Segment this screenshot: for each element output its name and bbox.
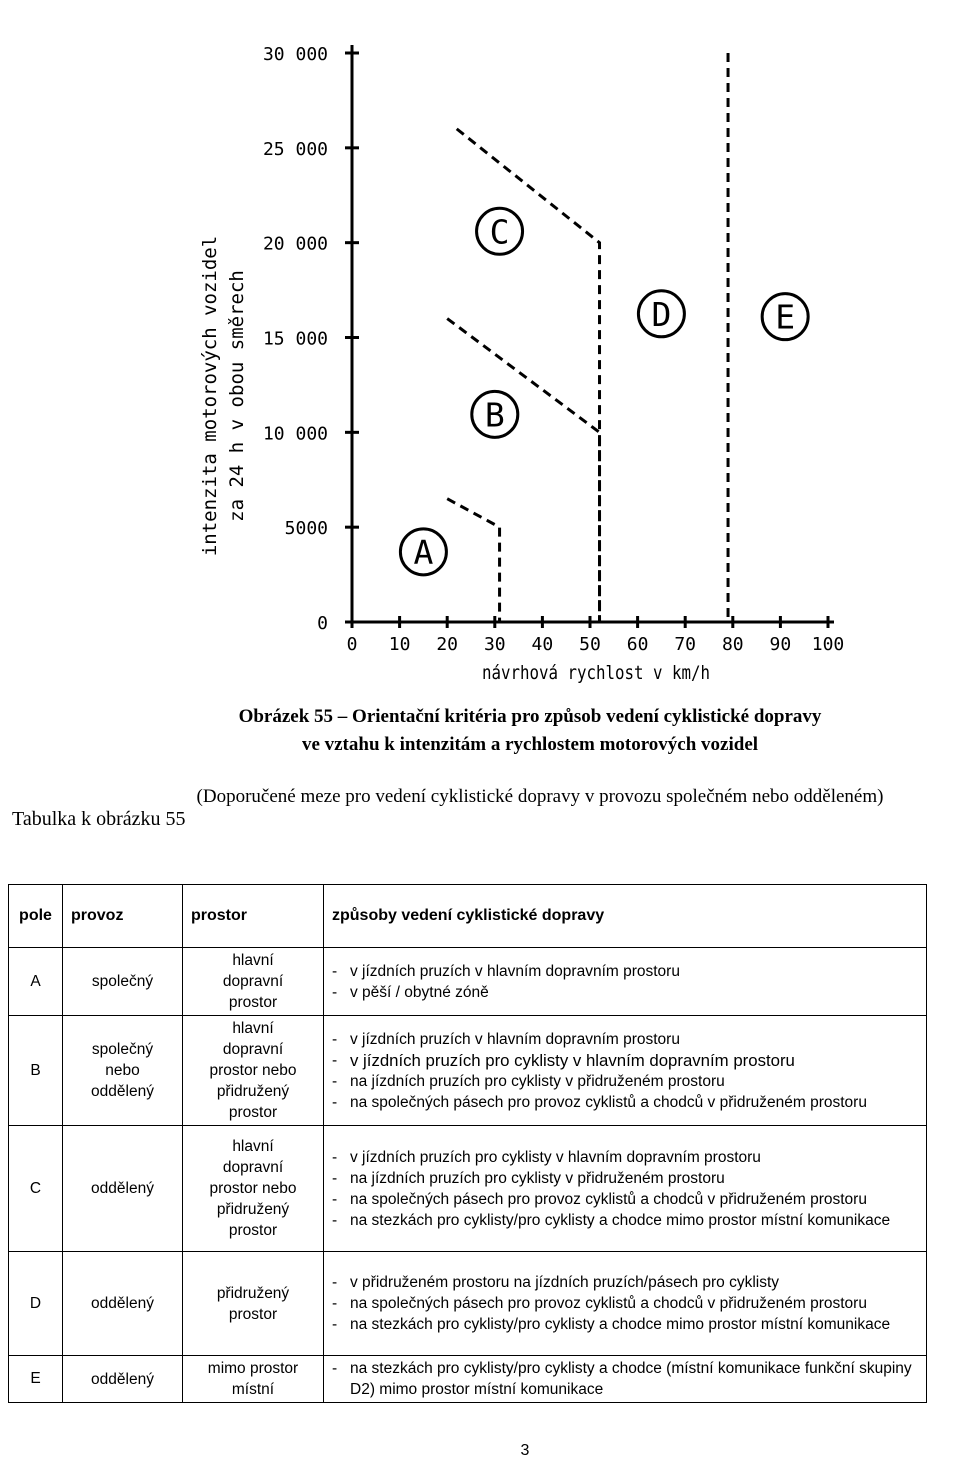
cell-pole: E	[9, 1356, 63, 1403]
table-row	[9, 1016, 927, 1126]
table-header-row	[9, 885, 927, 948]
list-item: - v přidruženém prostoru na jízdních pruzích/pásech pro cyklisty	[332, 1274, 780, 1291]
list-item: - v jízdních pruzích v hlavním dopravním prostoru	[332, 1030, 680, 1048]
x-tick-label: 60	[626, 634, 649, 655]
x-tick-label: 40	[531, 634, 554, 655]
cell-zpusoby	[324, 1252, 927, 1356]
cell-pole: D	[9, 1252, 63, 1356]
list-item: - na společných pásech pro provoz cyklistů a chodců v přidruženém prostoru	[332, 1190, 867, 1208]
table-row	[9, 1356, 927, 1403]
cell-provoz: společný	[63, 948, 183, 1016]
list-item: - na stezkách pro cyklisty/pro cyklisty a chodce (místní komunikace funkční skupiny D2) mimo prostor místní komunikace	[332, 1360, 912, 1398]
cell-zpusoby	[324, 948, 927, 1016]
cell-provoz: oddělený	[63, 1356, 183, 1403]
region-label: D	[651, 294, 672, 334]
x-tick-labels	[347, 634, 845, 655]
y-axis-label-line2: za 24 h v obou směrech	[226, 270, 248, 522]
cell-pole: C	[9, 1126, 63, 1252]
header-provoz: provoz	[63, 885, 183, 948]
cell-pole: B	[9, 1016, 63, 1126]
cell-zpusoby	[324, 1126, 927, 1252]
region-label: B	[484, 395, 505, 435]
list-item: - v jízdních pruzích pro cyklisty v hlavním dopravním prostoru	[332, 1050, 795, 1070]
list-item: - na stezkách pro cyklisty/pro cyklisty a chodce mimo prostor místní komunikace	[332, 1211, 891, 1229]
boundary-lines	[447, 53, 728, 622]
x-tick-label: 80	[721, 634, 744, 655]
x-tick-label: 90	[769, 634, 792, 655]
y-tick-label: 30 000	[262, 44, 328, 65]
x-axis-label: návrhová rychlost v km/h	[482, 662, 710, 684]
table-title: Tabulka k obrázku 55	[12, 808, 186, 830]
header-pole: pole	[9, 885, 63, 948]
list-item: - na jízdních pruzích pro cyklisty v přidruženém prostoru	[332, 1072, 725, 1090]
figure-caption-line1: Obrázek 55 – Orientační kritéria pro způsob vedení cyklistické dopravy	[238, 706, 822, 727]
table-row	[9, 1126, 927, 1252]
y-tick-labels	[263, 44, 328, 634]
y-tick-label: 10 000	[262, 423, 328, 445]
x-tick-label: 0	[346, 634, 358, 655]
cell-prostor: přidružený prostor	[183, 1252, 324, 1356]
cell-provoz: oddělený	[63, 1252, 183, 1356]
cell-zpusoby	[324, 1356, 927, 1403]
criteria-table	[8, 884, 927, 1403]
cell-provoz: oddělený	[63, 1126, 183, 1252]
cell-prostor: hlavní dopravní prostor nebo přidružený prostor	[183, 1016, 324, 1126]
header-prostor: prostor	[183, 885, 324, 948]
x-tick-label: 30	[483, 634, 506, 655]
cell-prostor: hlavní dopravní prostor nebo přidružený prostor	[183, 1126, 324, 1252]
list-item: - na stezkách pro cyklisty/pro cyklisty a chodce mimo prostor místní komunikace	[332, 1316, 891, 1333]
x-tick-label: 50	[579, 634, 601, 655]
cell-prostor: mimo prostor místní	[183, 1356, 324, 1403]
x-tick-label: 20	[436, 634, 459, 655]
figure-caption-line2: ve vztahu k intenzitám a rychlostem motorových vozidel	[301, 734, 759, 755]
y-tick-label: 5000	[284, 518, 328, 540]
region-labels	[400, 208, 808, 575]
criteria-chart	[0, 0, 960, 700]
y-tick-label: 0	[317, 613, 328, 634]
y-tick-label: 15 000	[262, 328, 328, 350]
table-row	[9, 948, 927, 1016]
y-tick-label: 25 000	[262, 138, 328, 160]
list-item: - na společných pásech pro provoz cyklistů a chodců v přidruženém prostoru	[332, 1295, 867, 1312]
list-item: - na jízdních pruzích pro cyklisty v přidruženém prostoru	[332, 1169, 725, 1187]
list-item: - na společných pásech pro provoz cyklistů a chodců v přidruženém prostoru	[332, 1093, 867, 1111]
list-item: - v pěší / obytné zóně	[332, 983, 489, 1001]
cell-provoz: společný nebo oddělený	[63, 1016, 183, 1126]
table-row	[9, 1252, 927, 1356]
region-label: A	[413, 532, 434, 572]
list-item: - v jízdních pruzích pro cyklisty v hlavním dopravním prostoru	[332, 1148, 761, 1166]
x-tick-label: 100	[811, 634, 845, 655]
page-number: 3	[520, 1442, 530, 1459]
boundary-line	[457, 129, 600, 622]
x-tick-label: 70	[674, 634, 697, 655]
region-label: E	[775, 297, 796, 337]
cell-pole: A	[9, 948, 63, 1016]
y-axis-label-line1: intenzita motorových vozidel	[199, 235, 221, 557]
cell-prostor: hlavní dopravní prostor	[183, 948, 324, 1016]
region-label: C	[489, 212, 510, 252]
boundary-line	[447, 319, 599, 622]
list-item: - v jízdních pruzích v hlavním dopravním prostoru	[332, 962, 680, 980]
boundary-line	[447, 499, 499, 622]
x-tick-label: 10	[388, 634, 411, 655]
figure-caption-note: (Doporučené meze pro vedení cyklistické dopravy v provozu společném nebo odděleném)	[196, 786, 884, 807]
cell-zpusoby	[324, 1016, 927, 1126]
header-zpusoby: způsoby vedení cyklistické dopravy	[324, 885, 927, 948]
y-tick-label: 20 000	[262, 233, 328, 255]
